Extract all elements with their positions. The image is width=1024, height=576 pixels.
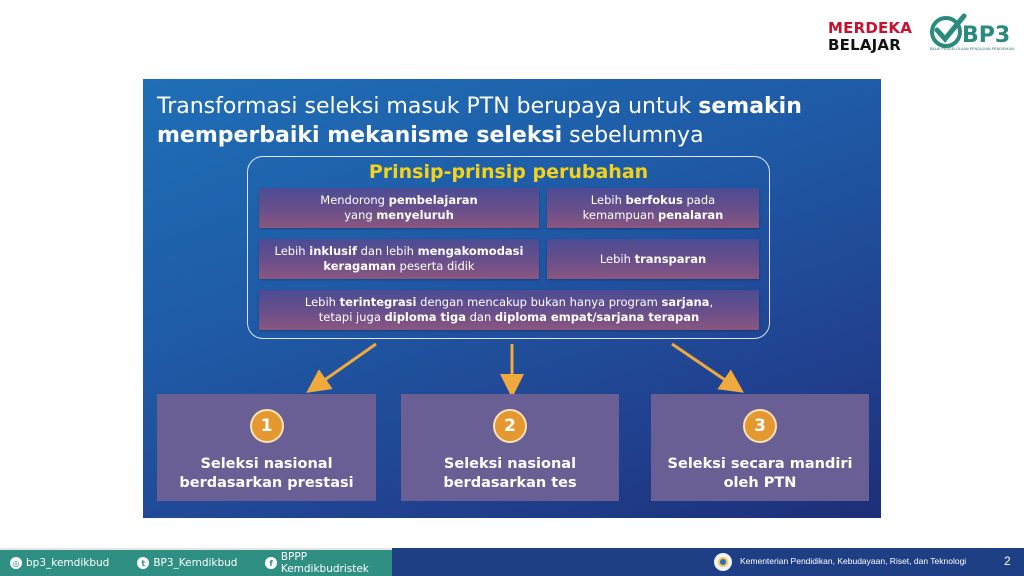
principle-item: Lebih inklusif dan lebih mengakomodasi keragaman peserta didik <box>259 239 539 279</box>
selection-label: Seleksi secara mandiri oleh PTN <box>667 456 853 491</box>
page-number: 2 <box>1004 554 1011 568</box>
social-twitter[interactable] <box>137 557 237 569</box>
twitter-icon: t <box>137 557 149 569</box>
slide-headline <box>157 92 857 150</box>
bp3-logo-icon <box>924 8 1016 64</box>
social-facebook[interactable] <box>265 551 392 575</box>
selection-number: 1 <box>250 409 284 443</box>
social-label: BP3_Kemdikbud <box>153 557 238 569</box>
selection-box-1 <box>157 394 376 501</box>
bp3-subtitle: BALAI PENGELOLAAN PENGUJIAN PENDIDIKAN <box>930 47 1014 51</box>
headline-part2: sebelumnya <box>562 123 704 148</box>
social-label: BPPP Kemdikbudristek <box>280 551 369 575</box>
selection-label: Seleksi nasional berdasarkan tes <box>443 456 577 491</box>
ministry-name: Kementerian Pendidikan, Kebudayaan, Riset, dan Teknologi <box>740 556 967 566</box>
tut-wuri-handayani-icon <box>714 553 732 571</box>
merdeka-belajar-logo <box>828 20 912 54</box>
headline-bold: semakin memperbaiki mekanisme seleksi <box>157 94 802 148</box>
social-label: bp3_kemdikbud <box>26 557 110 569</box>
selection-label: Seleksi nasional berdasarkan prestasi <box>179 456 354 491</box>
selection-box-2 <box>401 394 619 501</box>
principles-title: Prinsip-prinsip perubahan <box>368 161 649 183</box>
facebook-icon: f <box>265 557 276 569</box>
selection-number: 2 <box>493 409 527 443</box>
principle-item: Lebih terintegrasi dengan mencakup bukan hanya program sarjana, tetapi juga diploma tiga dan diploma empat/sarjana terapan <box>259 290 759 330</box>
merdeka-text: MERDEKA <box>828 19 913 37</box>
svg-text:BP3: BP3 <box>962 23 1011 48</box>
selection-number: 3 <box>743 409 777 443</box>
belajar-text: BELAJAR <box>828 36 901 54</box>
instagram-icon: ◎ <box>10 557 22 569</box>
footer-social-bar <box>0 548 392 576</box>
selection-box-3 <box>651 394 869 501</box>
principle-item: Lebih transparan <box>547 239 759 279</box>
headline-part1: Transformasi seleksi masuk PTN berupaya untuk <box>157 94 699 119</box>
principle-item: Lebih berfokus pada kemampuan penalaran <box>547 188 759 228</box>
principle-item: Mendorong pembelajaran yang menyeluruh <box>259 188 539 228</box>
social-instagram[interactable] <box>10 557 109 569</box>
footer-ministry-bar <box>392 548 1024 576</box>
